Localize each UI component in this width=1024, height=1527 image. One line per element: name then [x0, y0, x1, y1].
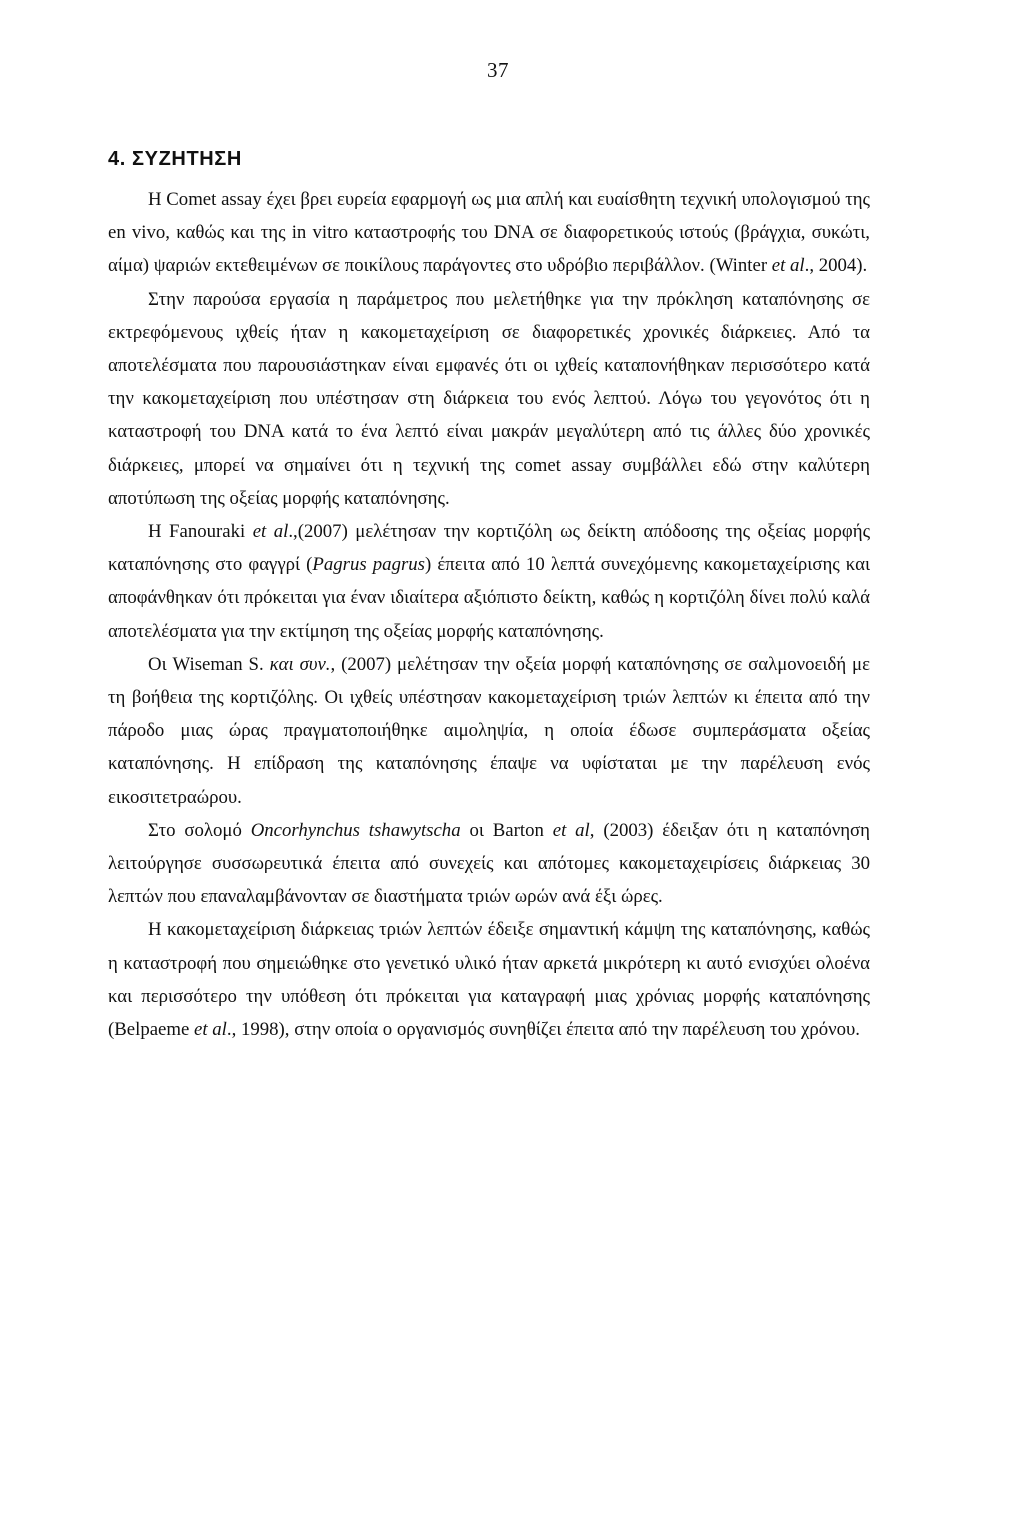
text-run: Η Fanouraki — [148, 521, 253, 543]
text-run: Η Comet assay έχει βρει ευρεία εφαρμογή ως μια απλή και ευαίσθητη τεχνική υπολογισμού της en vivo, καθώς και της in vitro καταστροφής του DNA σε διαφορετικούς ιστούς (βράγχια, συκώτι, αίμα) ψαριών εκτεθειμένων σε ποικίλους παράγοντες στο υδρόβιο περιβάλλον. (Winter — [108, 189, 870, 277]
text-run: , (2003) έδειξαν ότι η καταπόνηση λειτούργησε συσσωρευτικά έπειτα από συνεχείς και απότομες κακομεταχειρίσεις διάρκειας 30 λεπτών που επαναλαμβάνονταν σε διαστήματα τριών ωρών ανά έξι ώρες. — [108, 819, 870, 908]
italic-text: Pagrus pagrus — [312, 554, 425, 576]
text-run: .,(2007) μελέτησαν την κορτιζόλη ως δείκτη απόδοσης της οξείας μορφής καταπόνησης στο φαγγρί ( — [108, 521, 871, 576]
section-heading: 4. ΣΥΖΗΤΗΣΗ — [108, 148, 242, 170]
text-run: , (2007) μελέτησαν την οξεία μορφή καταπόνησης σε σαλμονοειδή με τη βοήθεια της κορτιζόλης. Οι ιχθείς υπέστησαν κακομεταχείριση τριών λεπτών κι έπειτα από την πάροδο μιας ώρας πραγματοποιήθηκε αιμοληψία, η οποία έδωσε συμπεράσματα οξείας καταπόνησης. Η επίδραση της καταπόνησης έπαψε να υφίσταται με την παρέλευση ενός εικοσιτετραώρου. — [108, 653, 871, 808]
text-run: ., 2004). — [804, 255, 868, 277]
text-run: Η κακομεταχείριση διάρκειας τριών λεπτών έδειξε σημαντική κάμψη της καταπόνησης, καθώς η καταστροφή που σημειώθηκε στο γενετικό υλικό ήταν αρκετά μικρότερη κι αυτό ενισχύει ολοένα και περισσότερο την υπόθεση ότι πρόκειται για καταγραφή μιας χρόνιας μορφής καταπόνησης (Belpaeme — [108, 919, 870, 1041]
text-run: ) έπειτα από 10 λεπτά συνεχόμενης κακομεταχείρισης και αποφάνθηκαν ότι πρόκειται για έναν ιδιαίτερα αξιόπιστο δείκτη, καθώς η κορτιζόλη δίνει πολύ καλά αποτελέσματα για την εκτίμηση της οξείας μορφής καταπόνησης. — [108, 554, 870, 642]
italic-text: et al — [194, 1019, 227, 1041]
paragraph — [108, 515, 870, 648]
italic-text: et al — [252, 521, 289, 543]
body-text — [108, 183, 870, 1046]
page-number-text: 37 — [487, 58, 509, 82]
italic-text: Oncorhynchus tshawytscha — [250, 819, 461, 841]
paragraph — [108, 283, 870, 515]
paragraph — [108, 913, 870, 1046]
paragraph — [108, 814, 870, 914]
italic-text: και συν. — [269, 653, 331, 675]
text-run: Στο σολομό — [148, 819, 251, 841]
paragraph — [108, 183, 870, 283]
text-run: Οι Wiseman S. — [148, 653, 270, 675]
text-run: ., 1998), στην οποία ο οργανισμός συνηθίζει έπειτα από την παρέλευση του χρόνου. — [226, 1019, 860, 1041]
italic-text: et al — [552, 819, 590, 841]
text-run: οι Barton — [460, 819, 553, 841]
text-run: Στην παρούσα εργασία η παράμετρος που μελετήθηκε για την πρόκληση καταπόνησης σε εκτρεφόμενους ιχθείς ήταν η κακομεταχείριση σε διαφορετικές χρονικές διάρκειες. Από τα αποτελέσματα που παρουσιάστηκαν είναι εμφανές ότι οι ιχθείς καταπονήθηκαν περισσότερο κατά την κακομεταχείριση που υπέστησαν στη διάρκεια του ενός λεπτού. Λόγω του γεγονότος ότι η καταστροφή του DNA κατά το ένα λεπτό είναι μακράν μεγαλύτερη από τις άλλες δύο χρονικές διάρκειες, μπορεί να σημαίνει ότι η τεχνική της comet assay συμβάλλει εδώ στην καλύτερη αποτύπωση της οξείας μορφής καταπόνησης. — [108, 288, 870, 509]
page-number — [0, 58, 1024, 83]
italic-text: et al — [771, 255, 805, 277]
paragraph — [108, 648, 870, 814]
